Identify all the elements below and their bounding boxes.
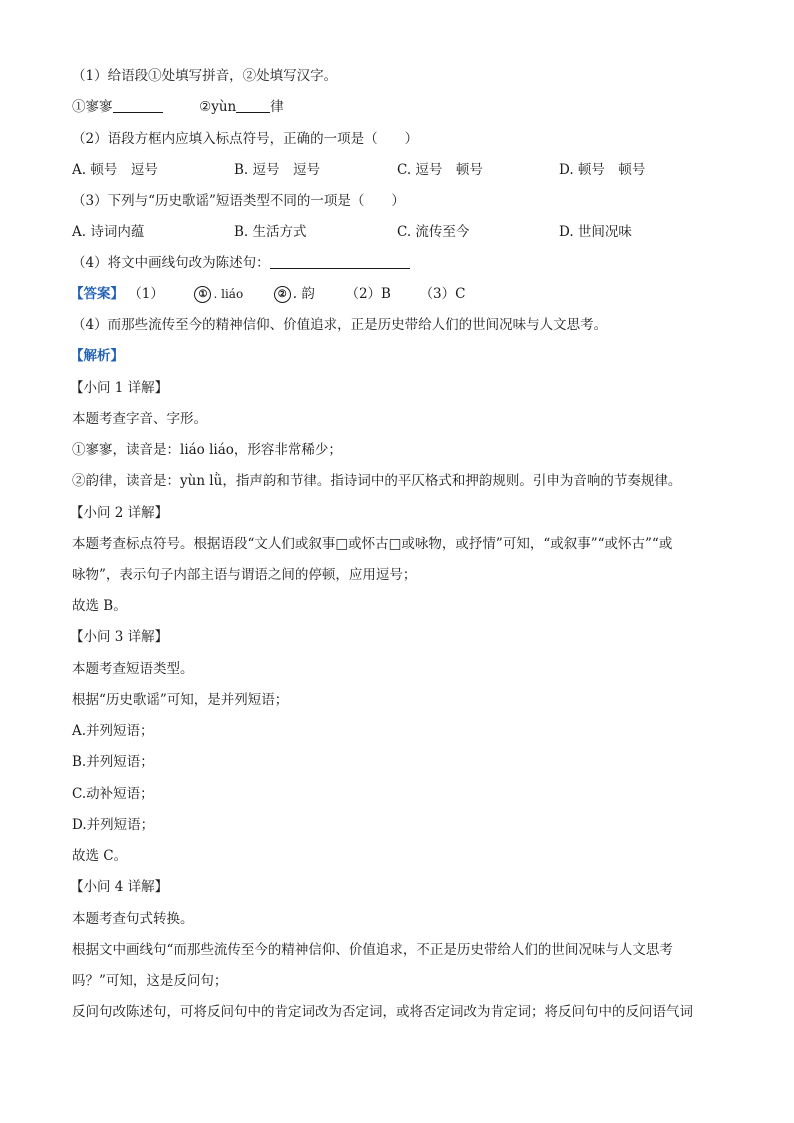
item-1-label: ①寥寥 (72, 99, 113, 115)
answer-part-1: （1） (128, 286, 164, 302)
q4-text: （4）将文中画线句改为陈述句： (72, 255, 270, 271)
analysis-line: 故选 B。 (72, 598, 127, 614)
answer-part-2: （2）B (345, 286, 391, 302)
analysis-line: 根据文中画线句“而那些流传至今的精神信仰、价值追求，不正是历史带给人们的世间况味与人文思考 (72, 942, 673, 958)
question-1-prompt: （1）给语段①处填写拼音，②处填写汉字。 (72, 68, 338, 84)
subq1-heading: 【小问 1 详解】 (70, 380, 169, 396)
analysis-line: 吗？”可知，这是反问句； (72, 973, 228, 989)
question-1-items (72, 97, 284, 117)
q3-option-b: B. 生活方式 (234, 224, 307, 240)
answer-part-3: （3）C (419, 286, 466, 302)
subq2-heading: 【小问 2 详解】 (70, 505, 169, 521)
question-4-prompt (72, 253, 410, 273)
subq4-heading: 【小问 4 详解】 (70, 879, 169, 895)
analysis-line: B.并列短语； (72, 754, 154, 770)
item-2-suffix: 律 (270, 99, 284, 115)
q2-option-c: C. 逗号 顿号 (397, 162, 483, 178)
analysis-line: C.动补短语； (72, 786, 154, 802)
analysis-line: 反问句改陈述句，可将反问句中的肯定词改为否定词，或将否定词改为肯定词；将反问句中的反问语气词 (72, 1004, 693, 1020)
analysis-line: 本题考查短语类型。 (72, 661, 194, 677)
answer-line-2: （4）而那些流传至今的精神信仰、价值追求，正是历史带给人们的世间况味与人文思考。 (72, 317, 608, 333)
analysis-line: A.并列短语； (72, 723, 154, 739)
analysis-line: 咏物”，表示句子内部主语与谓语之间的停顿，应用逗号； (72, 567, 417, 583)
answer-2-value: . 韵 (292, 286, 315, 302)
q3-option-d: D. 世间况味 (559, 224, 632, 240)
analysis-label: 【解析】 (70, 348, 124, 364)
blank-q4 (270, 254, 410, 269)
analysis-line: 根据“历史歌谣”可知，是并列短语； (72, 692, 289, 708)
q3-option-c: C. 流传至今 (397, 224, 470, 240)
analysis-line: ②韵律，读音是：yùn lǜ，指声韵和节律。指诗词中的平仄格式和押韵规则。引申为音响的节奏规律。 (72, 473, 682, 489)
analysis-line: 本题考查字音、字形。 (72, 411, 207, 427)
q2-option-d: D. 顿号 顿号 (559, 162, 646, 178)
q3-option-a: A. 诗词内蕴 (72, 224, 145, 240)
circled-1: ① (194, 286, 211, 303)
q2-option-a: A. 顿号 逗号 (72, 162, 158, 178)
item-2-label: ②yùn (199, 99, 237, 115)
q2-option-b: B. 逗号 逗号 (234, 162, 321, 178)
analysis-line: 本题考查句式转换。 (72, 911, 194, 927)
question-3-prompt: （3）下列与“历史歌谣”短语类型不同的一项是（ ） (72, 193, 405, 209)
analysis-line: ①寥寥，读音是：liáo liáo，形容非常稀少； (72, 442, 342, 458)
circled-2: ② (274, 286, 291, 303)
analysis-line: 本题考查标点符号。根据语段“文人们或叙事□或怀古□或咏物，或抒情”可知，“或叙事”“或怀古”“或 (72, 536, 673, 552)
question-2-prompt: （2）语段方框内应填入标点符号，正确的一项是（ ） (72, 131, 419, 147)
answer-line-1 (70, 284, 465, 304)
analysis-line: D.并列短语； (72, 817, 155, 833)
subq3-heading: 【小问 3 详解】 (70, 629, 169, 645)
analysis-line: 故选 C。 (72, 848, 128, 864)
answer-1-value: . liáo (213, 287, 244, 301)
blank-1 (113, 98, 163, 113)
answer-label: 【答案】 (70, 286, 124, 302)
blank-2 (236, 98, 270, 113)
